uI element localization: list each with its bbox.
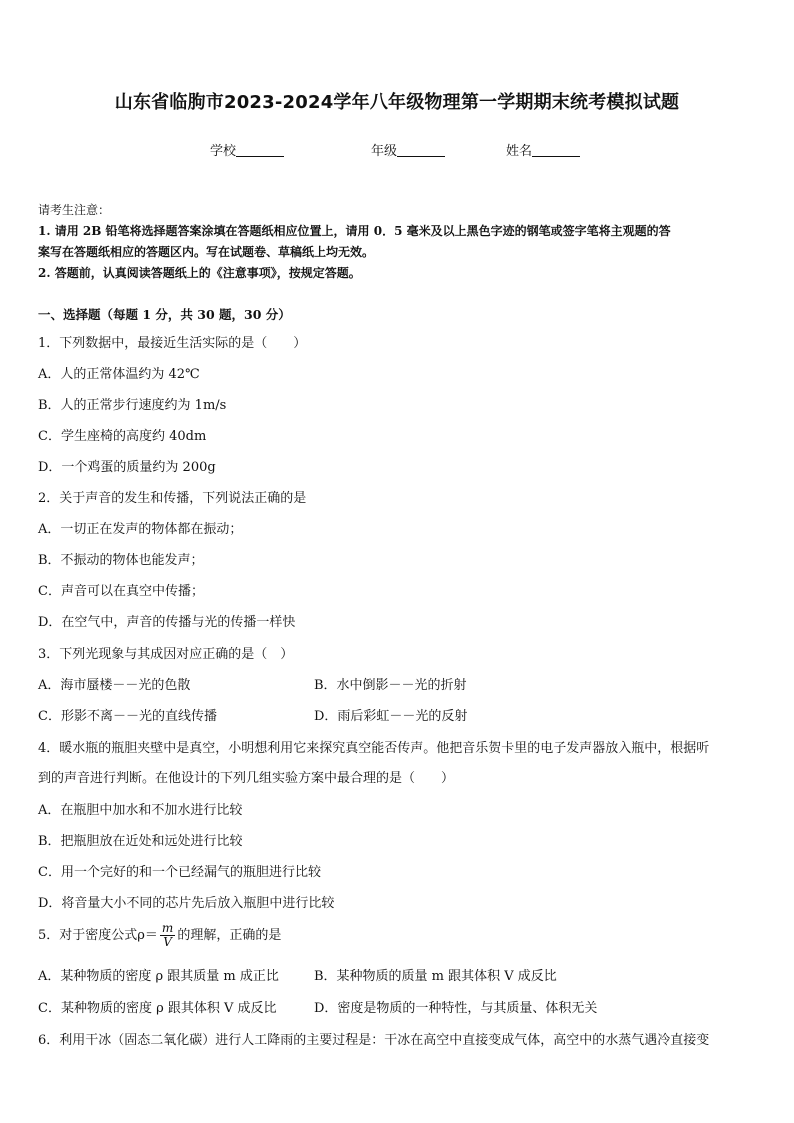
q1-option-d: D．一个鸡蛋的质量约为 200g — [38, 460, 216, 475]
q5-option-c: C．某种物质的密度 ρ 跟其体积 V 成反比 — [38, 1001, 277, 1016]
grade-blank[interactable] — [397, 142, 445, 157]
name-field — [506, 140, 580, 159]
q1-option-c: C．学生座椅的高度约 40dm — [38, 429, 207, 444]
grade-label: 年级 — [371, 144, 398, 159]
q2-stem: 2．关于声音的发生和传播，下列说法正确的是 — [38, 491, 307, 506]
q2-option-a: A．一切正在发声的物体都在振动； — [38, 522, 243, 537]
q4-stem-line-1: 4．暖水瓶的瓶胆夹壁中是真空，小明想利用它来探究真空能否传声。他把音乐贺卡里的电子发声器放入瓶中，根据听 — [38, 741, 710, 756]
school-blank[interactable] — [236, 142, 284, 157]
q3-option-b: B．水中倒影－－光的折射 — [314, 678, 467, 693]
fraction-denominator: V — [163, 935, 172, 949]
q4-option-c: C．用一个完好的和一个已经漏气的瓶胆进行比较 — [38, 865, 321, 880]
q4-option-b: B．把瓶胆放在近处和远处进行比较 — [38, 834, 243, 849]
q5-stem-suffix: 的理解，正确的是 — [177, 928, 282, 943]
q2-option-c: C．声音可以在真空中传播； — [38, 584, 204, 599]
school-label: 学校 — [210, 144, 237, 159]
q5-stem-prefix: 5．对于密度公式ρ＝ — [38, 928, 158, 943]
density-formula-fraction — [160, 922, 175, 949]
q1-option-a: A．人的正常体温约为 42℃ — [38, 367, 200, 382]
notice-heading: 请考生注意： — [38, 203, 111, 217]
notice-item-1-line-1: 1. 请用 2B 铅笔将选择题答案涂填在答题纸相应位置上，请用 0．5 毫米及以上黑色字迹的钢笔或签字笔将主观题的答 — [38, 224, 671, 238]
notice-item-2: 2. 答题前，认真阅读答题纸上的《注意事项》，按规定答题。 — [38, 266, 361, 280]
q4-stem-line-2: 到的声音进行判断。在他设计的下列几组实验方案中最合理的是（ ） — [38, 771, 455, 786]
fraction-numerator: m — [161, 921, 174, 935]
q4-option-a: A．在瓶胆中加水和不加水进行比较 — [38, 803, 243, 818]
q1-stem: 1．下列数据中，最接近生活实际的是（ ） — [38, 336, 307, 351]
q3-stem: 3．下列光现象与其成因对应正确的是（ ） — [38, 647, 294, 662]
q5-option-a: A．某种物质的密度 ρ 跟其质量 m 成正比 — [38, 969, 279, 984]
page-title: 山东省临朐市2023-2024学年八年级物理第一学期期末统考模拟试题 — [114, 92, 680, 113]
school-field — [210, 140, 284, 159]
name-blank[interactable] — [532, 142, 580, 157]
q3-option-c: C．形影不离－－光的直线传播 — [38, 709, 217, 724]
q3-option-a: A．海市蜃楼－－光的色散 — [38, 678, 191, 693]
q2-option-d: D．在空气中，声音的传播与光的传播一样快 — [38, 615, 296, 630]
q5-option-b: B．某种物质的质量 m 跟其体积 V 成反比 — [314, 969, 557, 984]
q5-stem — [38, 922, 281, 949]
q5-option-d: D．密度是物质的一种特性，与其质量、体积无关 — [314, 1001, 598, 1016]
grade-field — [371, 140, 445, 159]
q6-stem-line-1: 6．利用干冰（固态二氧化碳）进行人工降雨的主要过程是：干冰在高空中直接变成气体，高空中的水蒸气遇冷直接变 — [38, 1033, 710, 1048]
notice-block — [38, 200, 758, 284]
section-heading: 一、选择题（每题 1 分，共 30 题，30 分） — [38, 307, 291, 322]
q3-option-d: D．雨后彩虹－－光的反射 — [314, 709, 468, 724]
q1-option-b: B．人的正常步行速度约为 1m/s — [38, 398, 227, 413]
notice-item-1-line-2: 案写在答题纸相应的答题区内。写在试题卷、草稿纸上均无效。 — [38, 245, 375, 259]
name-label: 姓名 — [506, 144, 533, 159]
q4-option-d: D．将音量大小不同的芯片先后放入瓶胆中进行比较 — [38, 896, 335, 911]
q2-option-b: B．不振动的物体也能发声； — [38, 553, 204, 568]
